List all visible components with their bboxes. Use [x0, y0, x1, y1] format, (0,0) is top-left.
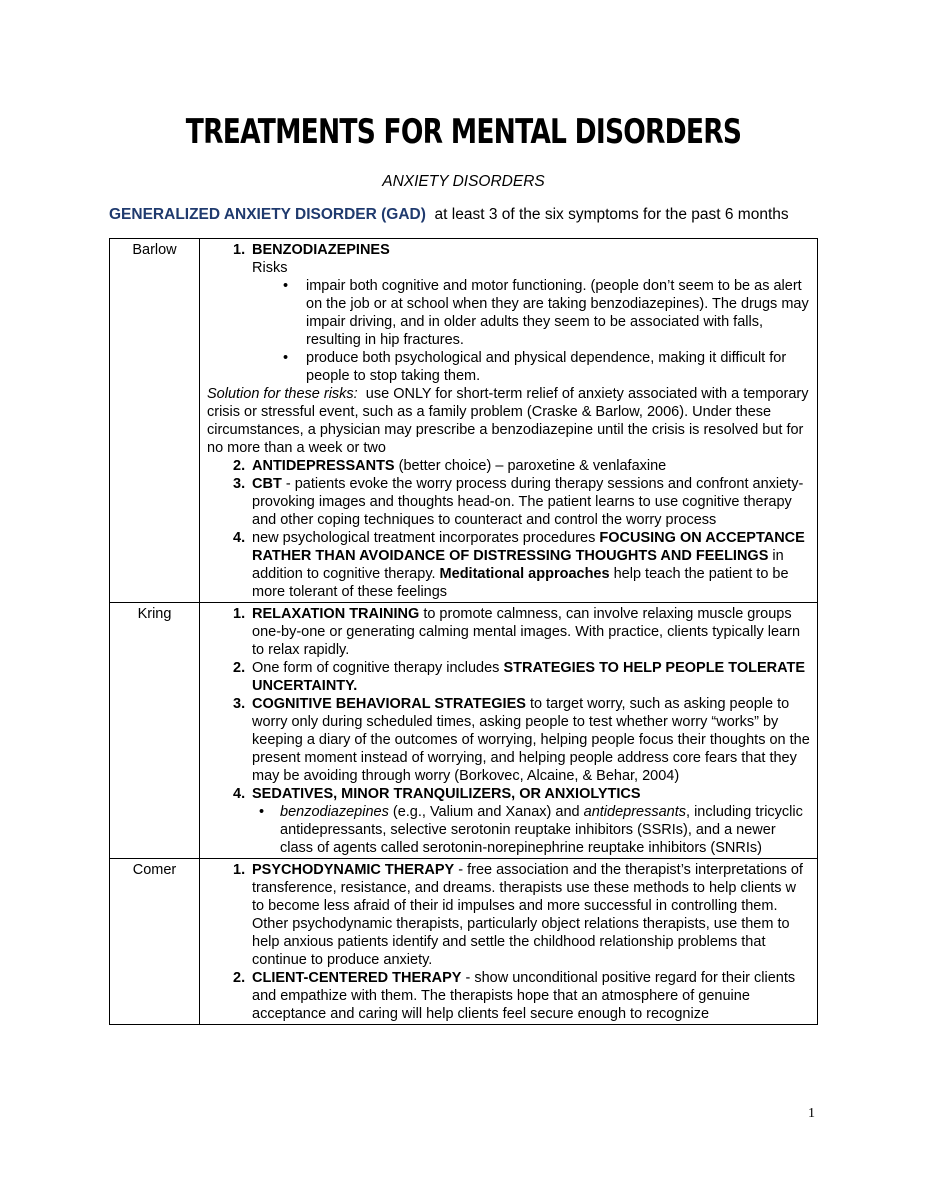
list-item: [207, 785, 811, 803]
item-number: 3.: [233, 476, 246, 492]
item-title: SEDATIVES, MINOR TRANQUILIZERS, OR ANXIOLYTICS: [252, 786, 641, 802]
item-number: 2.: [233, 970, 246, 986]
treatment-cell: [200, 859, 818, 1025]
list-item: [207, 457, 811, 475]
item-number: 1.: [233, 606, 246, 622]
item-number: 1.: [233, 242, 246, 258]
treatments-table: [109, 238, 818, 1025]
bullet-text: , including tricyclic antidepressants, selective serotonin reuptake inhibitors (SSRIs), and a newer class of agents called serotonin-norepinephrine reuptake inhibitors (SNRIs): [280, 804, 803, 856]
item-text: One form of cognitive therapy includes: [252, 660, 500, 676]
author-cell: Barlow: [110, 239, 200, 603]
gad-heading-line: [109, 206, 789, 224]
item-title: BENZODIAZEPINES: [252, 242, 390, 258]
item-title: PSYCHODYNAMIC THERAPY: [252, 862, 455, 878]
page-number: 1: [808, 1106, 815, 1121]
item-number: 1.: [233, 862, 246, 878]
item-title: ANTIDEPRESSANTS: [252, 458, 395, 474]
section-subtitle: ANXIETY DISORDERS: [382, 173, 545, 190]
item-text: (better choice) – paroxetine & venlafaxine: [398, 458, 667, 474]
table-row-kring: [110, 603, 818, 859]
bullet-emphasis: benzodiazepines: [280, 804, 389, 820]
solution-text: use ONLY for short-term relief of anxiety associated with a temporary crisis or stressful event, such as a family problem (Craske & Barlow, 2006). Under these circumstances, a physician may prescribe a benzodiazepine until the crisis is resolved but for no more than a week or two: [207, 386, 809, 456]
risks-label: Risks: [252, 260, 288, 276]
list-item: [207, 969, 811, 1023]
list-item: [207, 695, 811, 785]
item-number: 2.: [233, 660, 246, 676]
bullet-item: [207, 349, 811, 385]
item-text: - patients evoke the worry process during therapy sessions and confront anxiety-provoking images and thoughts head-on. The patient learns to use cognitive therapy and other coping techniques to counteract and control the worry process: [252, 476, 804, 528]
solution-paragraph: [207, 385, 811, 457]
bullet-text: (e.g., Valium and Xanax) and: [392, 804, 580, 820]
item-emphasis: Meditational approaches: [439, 566, 610, 582]
author-cell: Comer: [110, 859, 200, 1025]
list-item: [207, 241, 811, 259]
gad-heading: GENERALIZED ANXIETY DISORDER (GAD): [109, 206, 426, 223]
item-text: to target worry, such as asking people to worry only during scheduled times, asking people to test whether worry “works” by keeping a diary of the outcomes of worrying, helping people focus their thoughts on the present moment instead of worrying, and helping people address core fears that they may be avoiding through worry (Borkovec, Alcaine, & Behar, 2004): [252, 696, 810, 784]
item-text: to promote calmness, can involve relaxing muscle groups one-by-one or generating calming mental images. With practice, clients typically learn to relax rapidly.: [252, 606, 801, 658]
list-item: [207, 529, 811, 601]
table-row-comer: [110, 859, 818, 1025]
item-text: new psychological treatment incorporates procedures: [252, 530, 596, 546]
item-number: 4.: [233, 530, 246, 546]
solution-label: Solution for these risks:: [207, 386, 358, 402]
list-item: [207, 659, 811, 695]
author-cell: Kring: [110, 603, 200, 859]
item-text: - free association and the therapist’s interpretations of transference, resistance, and dreams. therapists use these methods to help clients w to become less afraid of their id impulses and more successful in controlling them. Other psychodynamic therapists, particularly object relations therapists, use them to help anxious patients identify and settle the childhood relationship problems that continue to produce anxiety.: [252, 862, 803, 968]
page-title: TREATMENTS FOR MENTAL DISORDERS: [185, 112, 742, 152]
treatment-cell: [200, 239, 818, 603]
bullet-text: impair both cognitive and motor functioning. (people don’t seem to be as alert on the job or at school when they are taking benzodiazepines). The drugs may impair driving, and in older adults they seem to be associated with falls, resulting in hip fractures.: [306, 278, 809, 348]
list-item: [207, 861, 811, 969]
item-number: 2.: [233, 458, 246, 474]
table-row-barlow: [110, 239, 818, 603]
item-number: 3.: [233, 696, 246, 712]
bullet-item: [207, 277, 811, 349]
bullet-icon: •: [259, 804, 265, 820]
item-emphasis: FOCUSING ON ACCEPTANCE RATHER THAN AVOIDANCE OF DISTRESSING THOUGHTS AND FEELINGS: [252, 530, 805, 564]
list-item: [207, 605, 811, 659]
item-text: help teach the patient to be more tolerant of these feelings: [252, 566, 789, 600]
item-emphasis: STRATEGIES TO HELP PEOPLE TOLERATE UNCERTAINTY.: [252, 660, 806, 694]
item-text: in addition to cognitive therapy.: [252, 548, 784, 582]
item-title: COGNITIVE BEHAVIORAL STRATEGIES: [252, 696, 526, 712]
bullet-icon: •: [283, 350, 289, 366]
bullet-text: produce both psychological and physical dependence, making it difficult for people to stop taking them.: [306, 350, 787, 384]
item-number: 4.: [233, 786, 246, 802]
item-title: RELAXATION TRAINING: [252, 606, 420, 622]
gad-note: at least 3 of the six symptoms for the past 6 months: [434, 206, 789, 223]
list-item: [207, 475, 811, 529]
item-title: CBT: [252, 476, 282, 492]
bullet-icon: •: [283, 278, 289, 294]
item-text: - show unconditional positive regard for their clients and empathize with them. The therapists hope that an atmosphere of genuine acceptance and caring will help clients feel secure enough to recognize: [252, 970, 796, 1022]
bullet-item: [207, 803, 811, 857]
bullet-emphasis: antidepressants: [583, 804, 687, 820]
treatment-cell: [200, 603, 818, 859]
item-title: CLIENT-CENTERED THERAPY: [252, 970, 462, 986]
